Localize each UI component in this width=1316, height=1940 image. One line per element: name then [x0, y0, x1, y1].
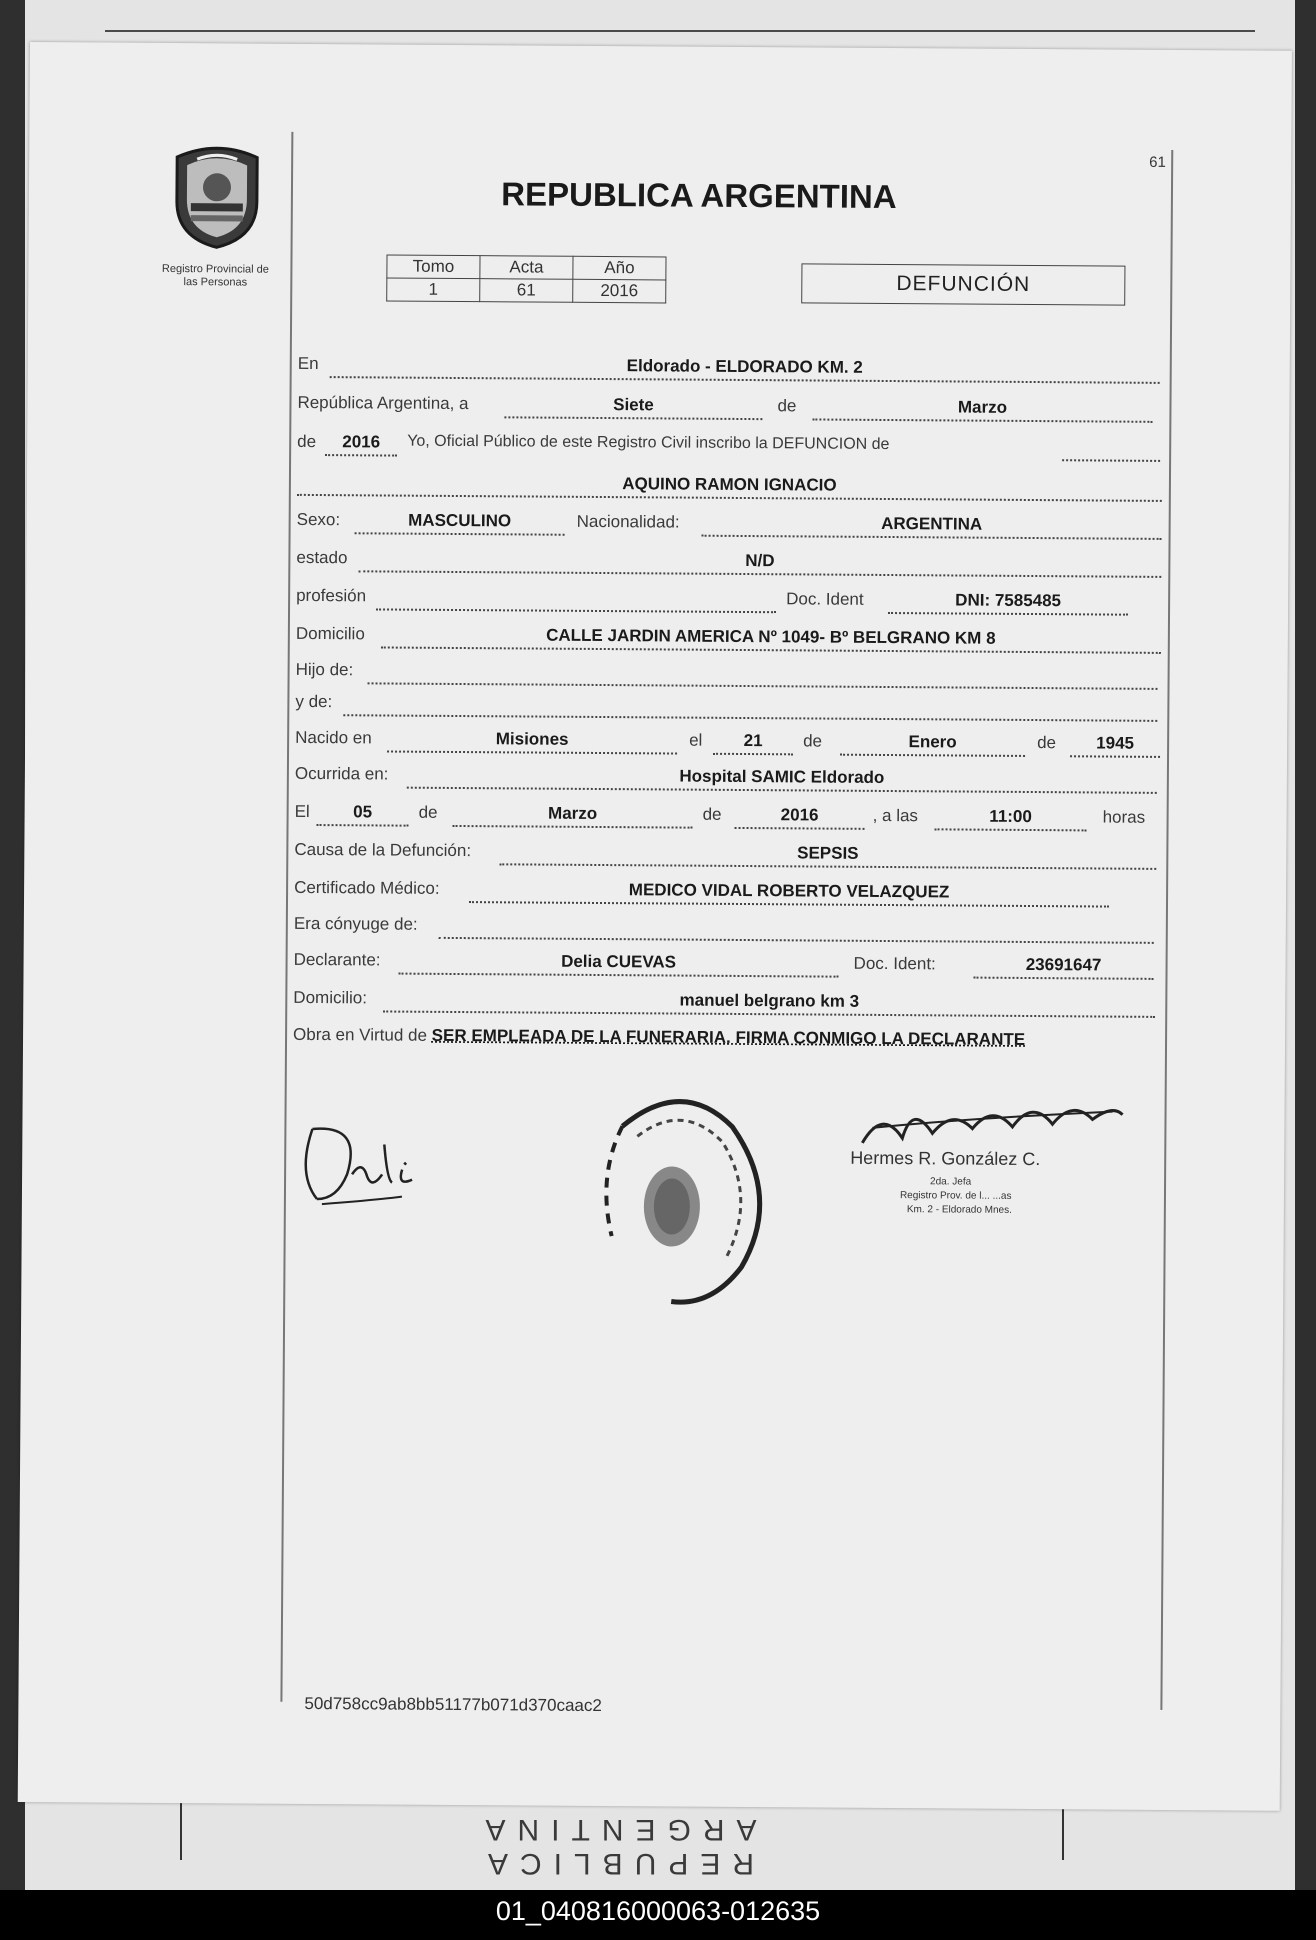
field-profesion: [376, 582, 776, 613]
label-domicilio-2: Domicilio:: [293, 987, 368, 1008]
official-seal-icon: [581, 1086, 783, 1317]
officer-location: Km. 2 - Eldorado Mnes.: [906, 1204, 1012, 1216]
field-certificado: MEDICO VIDAL ROBERTO VELAZQUEZ: [469, 875, 1109, 907]
field-causa: SEPSIS: [499, 837, 1156, 870]
label-de-n2: de: [1037, 733, 1057, 753]
register-value-row: [387, 278, 666, 303]
field-ocurrida-en: Hospital SAMIC Eldorado: [407, 761, 1157, 794]
register-header-tomo: Tomo: [387, 255, 480, 279]
field-hijo-de: [368, 656, 1158, 690]
row-anio-inscripcion: [297, 428, 1167, 464]
label-domicilio: Domicilio: [295, 623, 365, 644]
file-id: 01_040816000063-012635: [495, 1896, 821, 1926]
label-conyuge: Era cónyuge de:: [293, 913, 418, 934]
back-page-rule: [105, 0, 1255, 32]
field-nacido-en: Misiones: [387, 725, 677, 755]
register-header-acta: Acta: [480, 256, 573, 280]
label-de-f2: de: [702, 804, 722, 824]
label-sexo: Sexo:: [296, 509, 341, 530]
label-nacido-en: Nacido en: [295, 727, 372, 748]
register-value-tomo: 1: [387, 278, 480, 302]
row-fecha-inscripcion: [297, 389, 1167, 425]
label-de-n1: de: [803, 731, 823, 751]
label-profesion: profesión: [296, 585, 367, 606]
field-declarante: Delia CUEVAS: [398, 947, 838, 978]
register-value-anio: 2016: [573, 279, 666, 303]
field-fall-mes: Marzo: [453, 799, 693, 829]
declarante-signature: [292, 1104, 453, 1215]
field-mes: Marzo: [812, 392, 1152, 422]
row-nacimiento: [295, 724, 1165, 760]
document-hash: 50d758cc9ab8bb51177b071d370caac2: [304, 1693, 602, 1716]
row-profesion: [296, 582, 1166, 618]
row-hijo-de: [296, 656, 1166, 692]
page-title: REPUBLICA ARGENTINA: [501, 175, 897, 216]
row-estado: [296, 544, 1166, 580]
label-de-f1: de: [418, 802, 438, 822]
field-domicilio: CALLE JARDIN AMERICA Nº 1049- Bº BELGRANO KM 8: [381, 620, 1161, 653]
back-page-mirror-text: REPUBLICA ARGENTINA: [473, 1813, 757, 1880]
left-margin-line: [280, 132, 293, 1702]
field-documento: DNI: 7585485: [888, 586, 1128, 616]
field-fall-dia: 05: [317, 798, 409, 827]
row-ocurrida-en: [295, 760, 1165, 796]
row-sexo-nacionalidad: [297, 506, 1167, 542]
label-republica: República Argentina, a: [297, 392, 469, 414]
obra-en-virtud: [293, 1022, 1163, 1054]
label-el-fecha: El: [294, 801, 310, 821]
field-domicilio-declarante: manuel belgrano km 3: [383, 984, 1155, 1017]
row-domicilio-declarante: [293, 984, 1163, 1020]
field-sexo: MASCULINO: [355, 506, 565, 535]
field-anio-trail: [1062, 433, 1160, 462]
field-nac-mes: Enero: [840, 728, 1025, 757]
field-doc-declarante: 23691647: [973, 951, 1153, 980]
field-dia: Siete: [504, 390, 762, 420]
row-declarante: [293, 946, 1163, 982]
label-horas: horas: [1102, 807, 1146, 827]
officer-title: 2da. Jefa: [930, 1176, 972, 1188]
register-header-row: [387, 255, 666, 280]
label-el: el: [689, 730, 703, 750]
field-obra-texto: SER EMPLEADA DE LA FUNERARIA. FIRMA CONMIGO LA DECLARANTE: [431, 1025, 1026, 1049]
label-certificado: Certificado Médico:: [294, 877, 440, 898]
label-en: En: [297, 353, 319, 374]
label-declarante: Declarante:: [293, 949, 381, 970]
label-hijo-de: Hijo de:: [295, 659, 354, 680]
label-causa: Causa de la Defunción:: [294, 839, 472, 861]
field-estado: N/D: [358, 544, 1161, 578]
registry-caption: Registro Provincial de las Personas: [161, 262, 269, 289]
death-certificate-page: [18, 42, 1292, 1811]
label-yo-oficial: Yo, Oficial Público de este Registro Civil inscribo la DEFUNCION de: [407, 432, 890, 454]
label-obra: Obra en Virtud de: [293, 1024, 428, 1045]
officer-name: Hermes R. González C.: [850, 1147, 1041, 1170]
register-header-anio: Año: [573, 256, 666, 280]
label-doc-ident-2: Doc. Ident:: [853, 953, 936, 974]
row-fecha-fallecimiento: [295, 798, 1165, 834]
label-de-1: de: [777, 396, 797, 416]
row-y-de: [295, 688, 1165, 724]
row-certificado: [294, 874, 1164, 910]
row-conyuge: [294, 910, 1164, 946]
label-nacionalidad: Nacionalidad:: [576, 511, 680, 532]
field-conyuge: [439, 911, 1154, 944]
field-lugar: Eldorado - ELDORADO KM. 2: [330, 350, 1160, 384]
field-y-de: [343, 688, 1157, 722]
row-fallecido: [297, 468, 1167, 504]
label-y-de: y de:: [295, 691, 333, 712]
field-nac-dia: 21: [713, 727, 793, 756]
row-domicilio: [296, 620, 1166, 656]
row-causa: [294, 836, 1164, 872]
label-de-2: de: [297, 431, 317, 452]
document-type-box: DEFUNCIÓN: [801, 263, 1125, 305]
provincial-crest-icon: [167, 139, 268, 250]
register-table: [386, 254, 666, 303]
label-a-las: , a las: [872, 805, 919, 826]
officer-registry: Registro Prov. de l... ...as: [899, 1190, 1012, 1202]
register-value-acta: 61: [480, 279, 573, 303]
field-anio: 2016: [325, 428, 397, 457]
label-estado: estado: [296, 547, 348, 568]
label-doc-ident: Doc. Ident: [786, 589, 864, 609]
field-nac-anio: 1945: [1070, 729, 1160, 758]
label-ocurrida-en: Ocurrida en:: [294, 763, 389, 784]
field-hora: 11:00: [935, 802, 1087, 831]
field-fallecido: AQUINO RAMON IGNACIO: [297, 468, 1162, 502]
row-lugar: [298, 350, 1168, 386]
field-nacionalidad: ARGENTINA: [702, 509, 1162, 540]
field-fall-anio: 2016: [735, 801, 865, 830]
folio-number: 61: [1149, 153, 1166, 171]
